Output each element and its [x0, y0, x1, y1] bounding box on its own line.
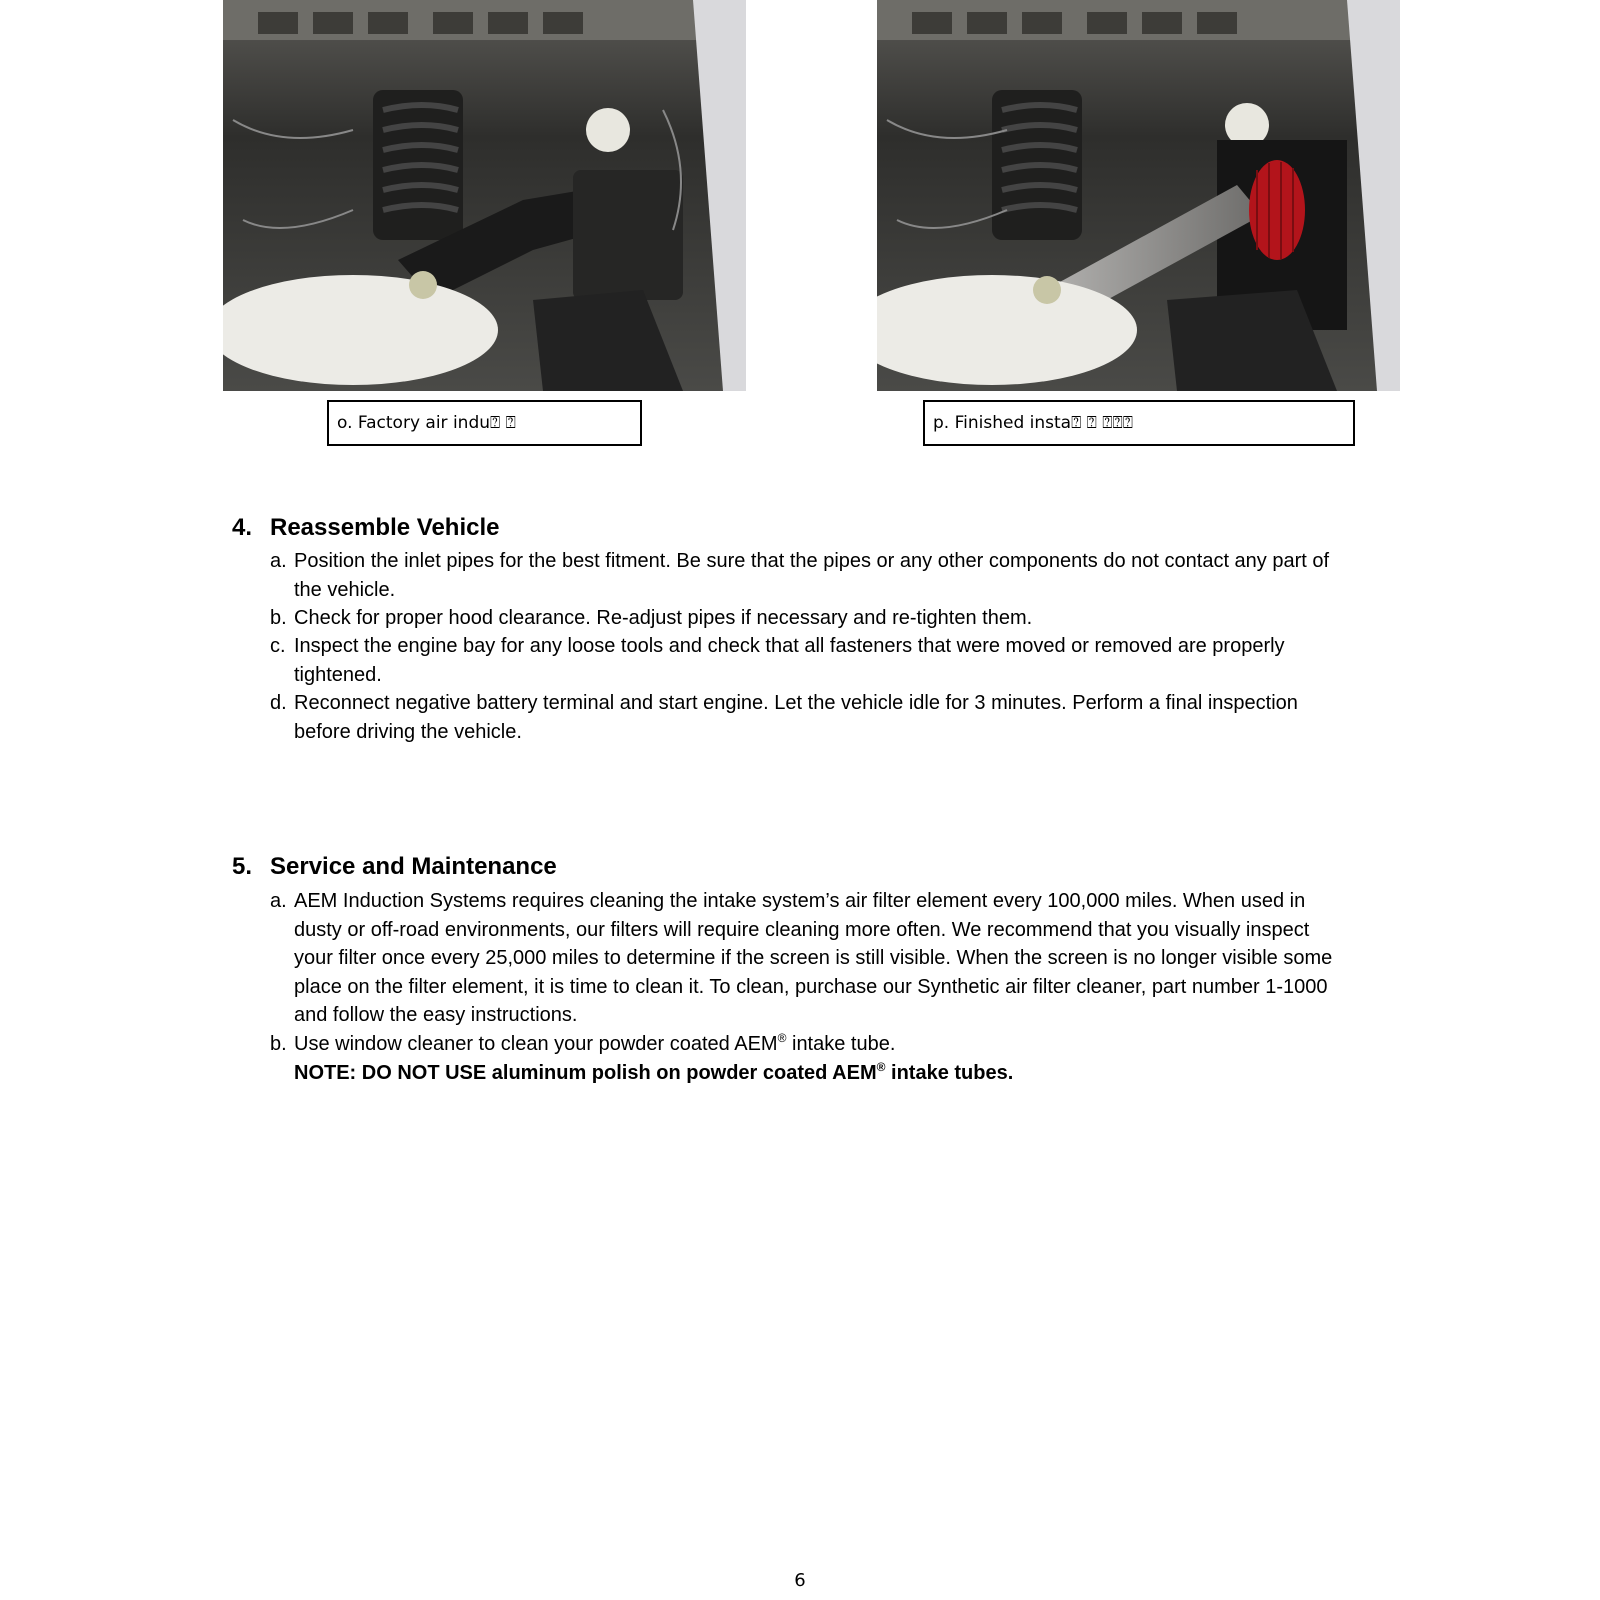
factory-intake-photo	[223, 0, 746, 391]
list-item-text: Reconnect negative battery terminal and start engine. Let the vehicle idle for 3 minutes. Perform a final inspection before driving the vehicle.	[294, 692, 1298, 743]
figure-caption-p: p. Finished insta⍰ ⍰ ⍰⍰⍰	[923, 400, 1355, 446]
list-item	[270, 1030, 1350, 1087]
finished-install-photo	[877, 0, 1400, 391]
registered-mark: ®	[777, 1031, 787, 1045]
section-number: 5.	[232, 853, 253, 880]
list-item-text-part: intake tube.	[786, 1033, 896, 1055]
section-title: Reassemble Vehicle	[270, 514, 500, 541]
page-number: 6	[794, 1570, 806, 1591]
list-item-text	[294, 1030, 1350, 1087]
list-item-text: Check for proper hood clearance. Re-adjust pipes if necessary and re-tighten them.	[294, 607, 1033, 629]
section-heading-service	[232, 853, 557, 881]
list-item	[270, 689, 1350, 746]
list-item-text: Inspect the engine bay for any loose tools and check that all fasteners that were moved or removed are properly tightened.	[294, 635, 1285, 686]
section-title: Service and Maintenance	[270, 853, 557, 880]
list-item	[270, 632, 1350, 689]
section-number: 4.	[232, 514, 253, 541]
registered-mark: ®	[876, 1059, 886, 1074]
list-item-letter: c.	[270, 635, 286, 657]
list-item	[270, 887, 1350, 1030]
list-item-letter: b.	[270, 1033, 287, 1055]
list-item-letter: a.	[270, 550, 287, 572]
list-item	[270, 604, 1350, 633]
list-item-letter: d.	[270, 692, 287, 714]
list-item-text: Position the inlet pipes for the best fitment. Be sure that the pipes or any other components do not contact any part of the vehicle.	[294, 550, 1330, 601]
maintenance-note	[294, 1059, 1014, 1084]
section-heading-reassemble	[232, 514, 499, 542]
note-text-part: intake tubes.	[885, 1061, 1014, 1084]
list-item	[270, 547, 1350, 604]
figure-caption-o: o. Factory air indu⍰ ⍰	[327, 400, 642, 446]
list-item-text: AEM Induction Systems requires cleaning the intake system’s air filter element every 100,000 miles. When used in dusty or off-road environments, our filters will require cleaning more often. We recommend that you visually inspect your filter once every 25,000 miles to determine if the screen is still visible. When the screen is no longer visible some place on the filter element, it is time to clean it. To clean, purchase our Synthetic air filter cleaner, part number 1-1000 and follow the easy instructions.	[294, 890, 1333, 1026]
list-item-letter: b.	[270, 607, 287, 629]
note-text-part: NOTE: DO NOT USE aluminum polish on powder coated AEM	[294, 1061, 877, 1084]
list-item-text-part: Use window cleaner to clean your powder coated AEM	[294, 1033, 778, 1055]
list-item-letter: a.	[270, 890, 287, 912]
